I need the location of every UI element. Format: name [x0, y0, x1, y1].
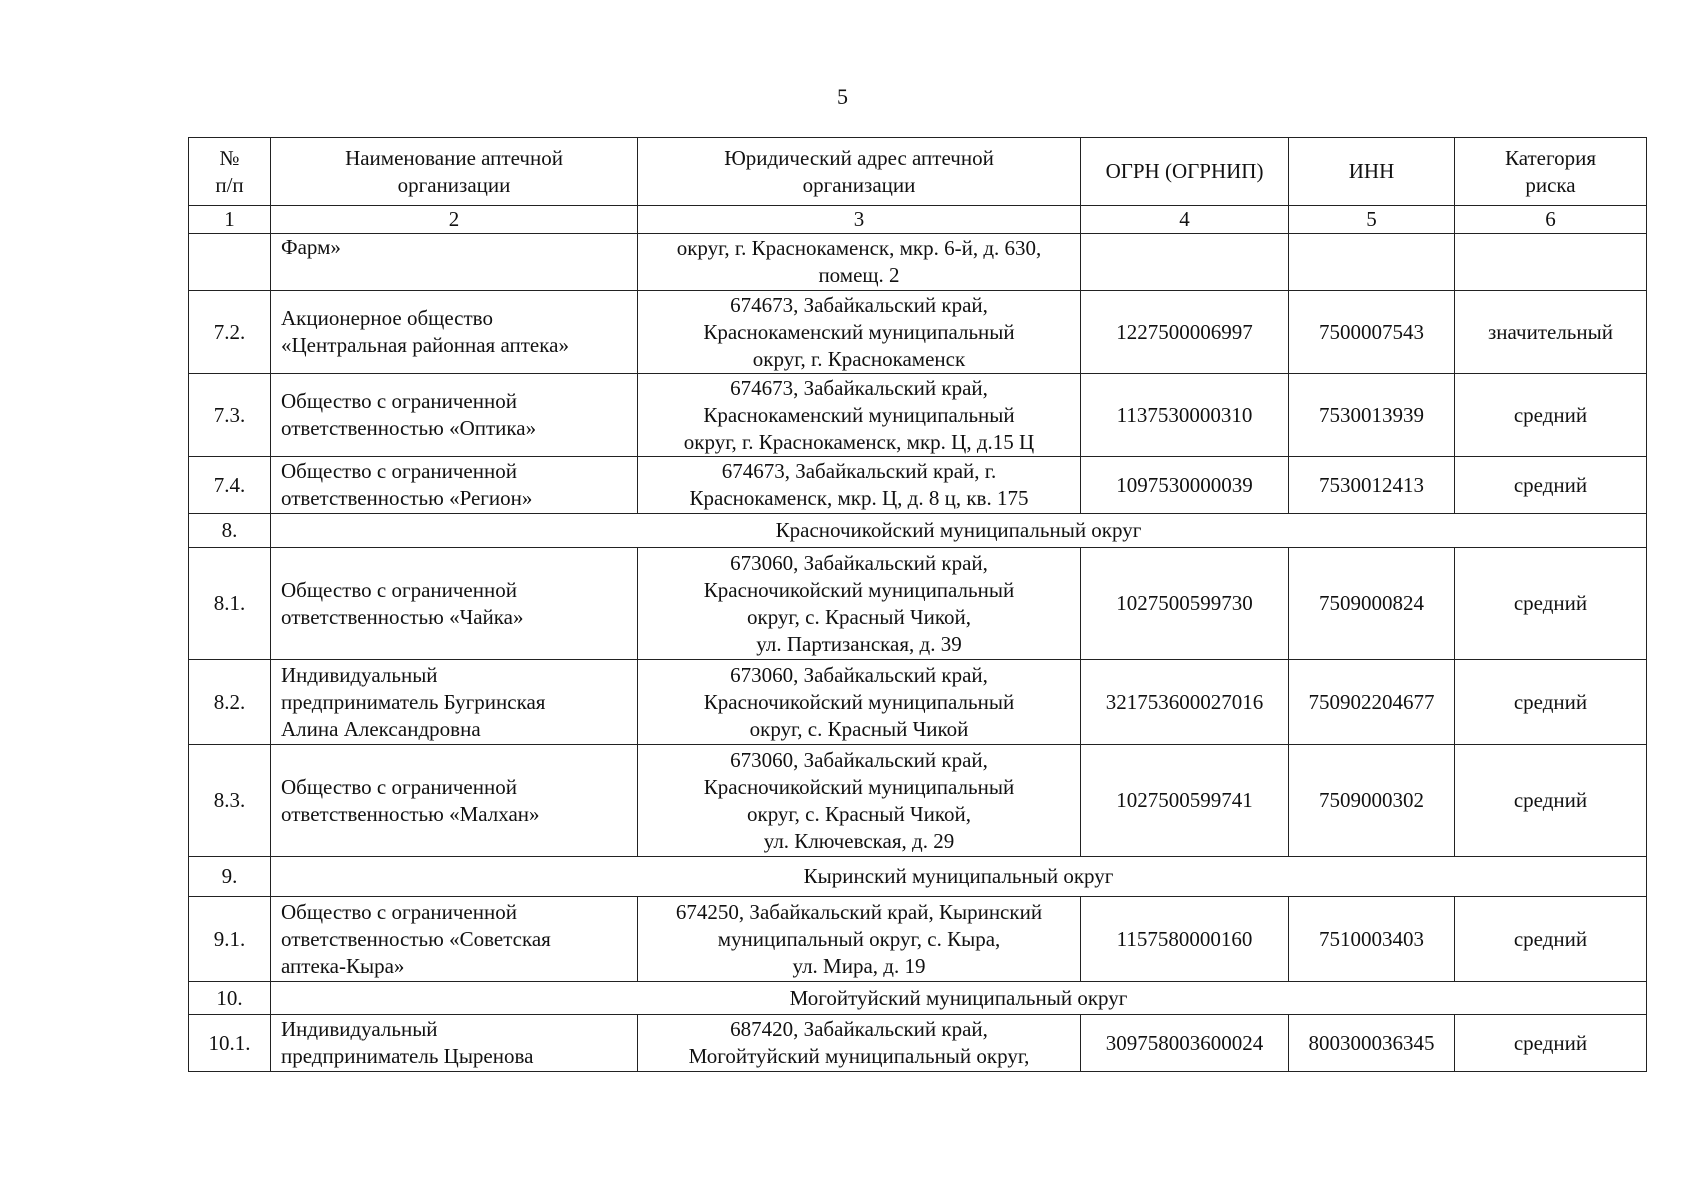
org-risk: средний [1455, 745, 1647, 857]
org-ogrn: 1157580000160 [1081, 897, 1289, 982]
row-number: 7.4. [189, 457, 271, 514]
org-name: Общество с ограниченной ответственностью «Оптика» [271, 374, 638, 457]
org-ogrn: 1027500599741 [1081, 745, 1289, 857]
org-address: 673060, Забайкальский край, Красночикойский муниципальный округ, с. Красный Чикой, ул. Ключевская, д. 29 [638, 745, 1081, 857]
org-risk: средний [1455, 548, 1647, 660]
org-ogrn: 1097530000039 [1081, 457, 1289, 514]
org-inn: 7509000824 [1289, 548, 1455, 660]
row-number: 8.3. [189, 745, 271, 857]
org-name: Общество с ограниченной ответственностью «Регион» [271, 457, 638, 514]
org-inn: 7530013939 [1289, 374, 1455, 457]
region-title: Кыринский муниципальный округ [271, 857, 1647, 897]
org-inn: 7530012413 [1289, 457, 1455, 514]
org-risk: средний [1455, 897, 1647, 982]
org-ogrn: 1227500006997 [1081, 291, 1289, 374]
org-inn: 7510003403 [1289, 897, 1455, 982]
table-row [189, 897, 1647, 982]
row-number: 9. [189, 857, 271, 897]
column-number: 6 [1455, 206, 1647, 234]
row-number: 7.2. [189, 291, 271, 374]
org-risk: средний [1455, 1015, 1647, 1072]
row-number: 7.3. [189, 374, 271, 457]
column-number: 4 [1081, 206, 1289, 234]
org-risk: средний [1455, 660, 1647, 745]
header-risk: Категория риска [1455, 138, 1647, 206]
org-name: Акционерное общество «Центральная районная аптека» [271, 291, 638, 374]
org-risk [1455, 234, 1647, 291]
org-address: 674673, Забайкальский край, г. Краснокаменск, мкр. Ц, д. 8 ц, кв. 175 [638, 457, 1081, 514]
header-inn: ИНН [1289, 138, 1455, 206]
org-ogrn: 1027500599730 [1081, 548, 1289, 660]
org-ogrn: 321753600027016 [1081, 660, 1289, 745]
page-number: 5 [837, 84, 848, 109]
org-name: Фарм» [271, 234, 638, 291]
org-name: Индивидуальный предприниматель Бугринская Алина Александровна [271, 660, 638, 745]
header-address: Юридический адрес аптечной организации [638, 138, 1081, 206]
table-row [189, 1015, 1647, 1072]
table-row [189, 745, 1647, 857]
org-risk: средний [1455, 457, 1647, 514]
table-row [189, 660, 1647, 745]
org-address: округ, г. Краснокаменск, мкр. 6-й, д. 630, помещ. 2 [638, 234, 1081, 291]
org-address: 673060, Забайкальский край, Красночикойский муниципальный округ, с. Красный Чикой, ул. Партизанская, д. 39 [638, 548, 1081, 660]
org-address: 673060, Забайкальский край, Красночикойский муниципальный округ, с. Красный Чикой [638, 660, 1081, 745]
org-name: Общество с ограниченной ответственностью «Советская аптека-Кыра» [271, 897, 638, 982]
org-address: 674673, Забайкальский край, Краснокаменский муниципальный округ, г. Краснокаменск [638, 291, 1081, 374]
table-row [189, 457, 1647, 514]
column-number-row [189, 206, 1647, 234]
org-risk: значительный [1455, 291, 1647, 374]
column-number: 5 [1289, 206, 1455, 234]
table-row [189, 374, 1647, 457]
column-number: 2 [271, 206, 638, 234]
table-header-row [189, 138, 1647, 206]
table-row [189, 291, 1647, 374]
row-number: 8.2. [189, 660, 271, 745]
region-row [189, 514, 1647, 548]
org-inn: 7509000302 [1289, 745, 1455, 857]
pharmacy-registry-table [188, 137, 1647, 1072]
org-name: Общество с ограниченной ответственностью «Малхан» [271, 745, 638, 857]
row-number: 9.1. [189, 897, 271, 982]
org-address: 687420, Забайкальский край, Могойтуйский муниципальный округ, [638, 1015, 1081, 1072]
org-name: Общество с ограниченной ответственностью «Чайка» [271, 548, 638, 660]
row-number: 10.1. [189, 1015, 271, 1072]
row-number: 10. [189, 982, 271, 1015]
org-ogrn [1081, 234, 1289, 291]
header-name: Наименование аптечной организации [271, 138, 638, 206]
region-title: Красночикойский муниципальный округ [271, 514, 1647, 548]
region-row [189, 982, 1647, 1015]
org-name: Индивидуальный предприниматель Цыренова [271, 1015, 638, 1072]
column-number: 3 [638, 206, 1081, 234]
org-address: 674250, Забайкальский край, Кыринский муниципальный округ, с. Кыра, ул. Мира, д. 19 [638, 897, 1081, 982]
org-inn [1289, 234, 1455, 291]
header-ogrn: ОГРН (ОГРНИП) [1081, 138, 1289, 206]
org-inn: 800300036345 [1289, 1015, 1455, 1072]
org-risk: средний [1455, 374, 1647, 457]
table-row [189, 234, 1647, 291]
header-number: № п/п [189, 138, 271, 206]
column-number: 1 [189, 206, 271, 234]
region-row [189, 857, 1647, 897]
org-inn: 750902204677 [1289, 660, 1455, 745]
row-number [189, 234, 271, 291]
org-ogrn: 309758003600024 [1081, 1015, 1289, 1072]
row-number: 8. [189, 514, 271, 548]
org-address: 674673, Забайкальский край, Краснокаменский муниципальный округ, г. Краснокаменск, мкр. Ц, д.15 Ц [638, 374, 1081, 457]
org-ogrn: 1137530000310 [1081, 374, 1289, 457]
org-inn: 7500007543 [1289, 291, 1455, 374]
region-title: Могойтуйский муниципальный округ [271, 982, 1647, 1015]
table-row [189, 548, 1647, 660]
row-number: 8.1. [189, 548, 271, 660]
